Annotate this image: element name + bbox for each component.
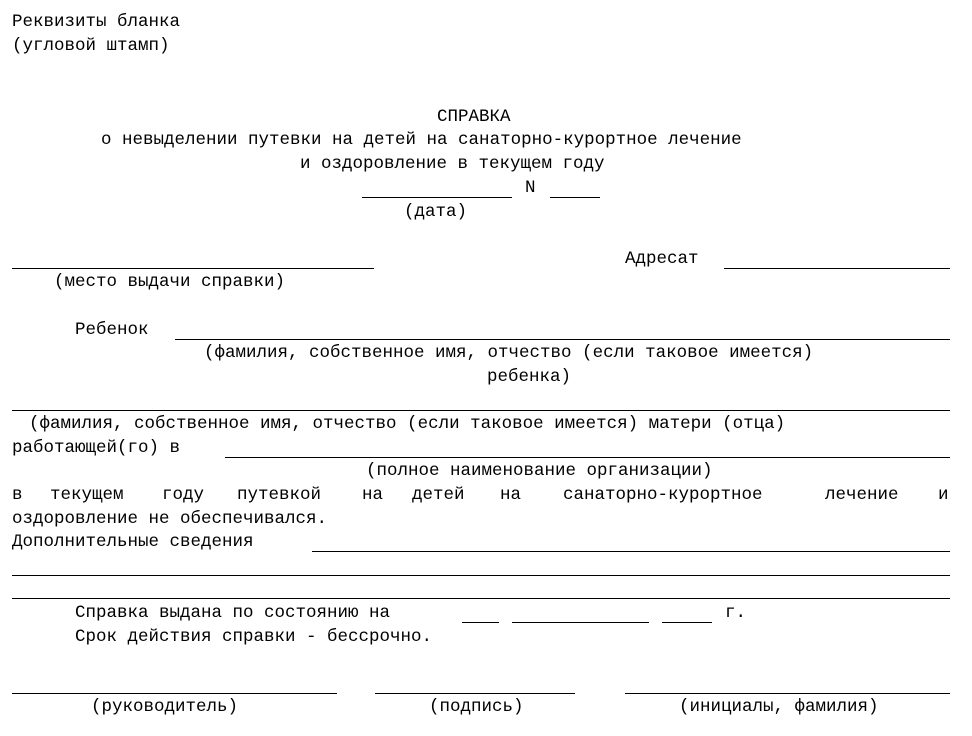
- date-blank: [362, 197, 512, 198]
- month-blank: [512, 622, 649, 623]
- issued-state-label: Справка выдана по состоянию на: [75, 603, 391, 623]
- addressee-blank: [724, 268, 950, 269]
- additional-info-blank-3: [12, 598, 950, 599]
- number-sign: N: [525, 178, 536, 198]
- signature-blank: [375, 693, 575, 694]
- validity-text: Срок действия справки - бессрочно.: [75, 627, 433, 647]
- head-signature-blank: [12, 693, 337, 694]
- date-caption: (дата): [404, 202, 468, 222]
- body-word: санаторно-курортное: [563, 485, 763, 505]
- child-caption: (фамилия, собственное имя, отчество (если таковое имеется): [204, 343, 814, 363]
- requisites-label: Реквизиты бланка: [12, 12, 181, 32]
- additional-info-label: Дополнительные сведения: [12, 532, 254, 552]
- head-caption: (руководитель): [91, 697, 239, 717]
- child-caption-line2: ребенка): [487, 367, 572, 387]
- place-blank: [12, 268, 374, 269]
- parent-blank: [12, 410, 950, 411]
- place-caption: (место выдачи справки): [54, 272, 286, 292]
- year-suffix: г.: [725, 603, 747, 623]
- addressee-label: Адресат: [625, 249, 699, 269]
- document-subtitle-line1: о невыделении путевки на детей на санаторно-курортное лечение: [101, 130, 742, 150]
- signature-caption: (подпись): [429, 697, 524, 717]
- initials-caption: (инициалы, фамилия): [679, 697, 879, 717]
- body-word: году: [162, 485, 205, 505]
- organization-blank: [225, 457, 950, 458]
- number-blank: [550, 197, 600, 198]
- parent-caption: (фамилия, собственное имя, отчество (если таковое имеется) матери (отца): [29, 414, 786, 434]
- body-word: и: [938, 485, 949, 505]
- body-word: лечение: [825, 485, 899, 505]
- document-subtitle-line2: и оздоровление в текущем году: [300, 154, 605, 174]
- corner-stamp-label: (угловой штамп): [12, 36, 170, 56]
- additional-info-blank: [312, 551, 950, 552]
- working-label: работающей(го) в: [12, 438, 181, 458]
- body-word: на: [362, 485, 384, 505]
- organization-caption: (полное наименование организации): [366, 461, 713, 481]
- body-word: путевкой: [237, 485, 322, 505]
- year-blank: [662, 622, 712, 623]
- body-word: текущем: [50, 485, 124, 505]
- body-word: детей: [412, 485, 465, 505]
- initials-blank: [625, 693, 950, 694]
- child-label: Ребенок: [75, 320, 149, 340]
- child-blank: [175, 339, 950, 340]
- additional-info-blank-2: [12, 575, 950, 576]
- document-title: СПРАВКА: [437, 107, 511, 127]
- body-word: в: [12, 485, 23, 505]
- body-word: на: [500, 485, 522, 505]
- day-blank: [462, 622, 499, 623]
- body-line2: оздоровление не обеспечивался.: [12, 509, 328, 529]
